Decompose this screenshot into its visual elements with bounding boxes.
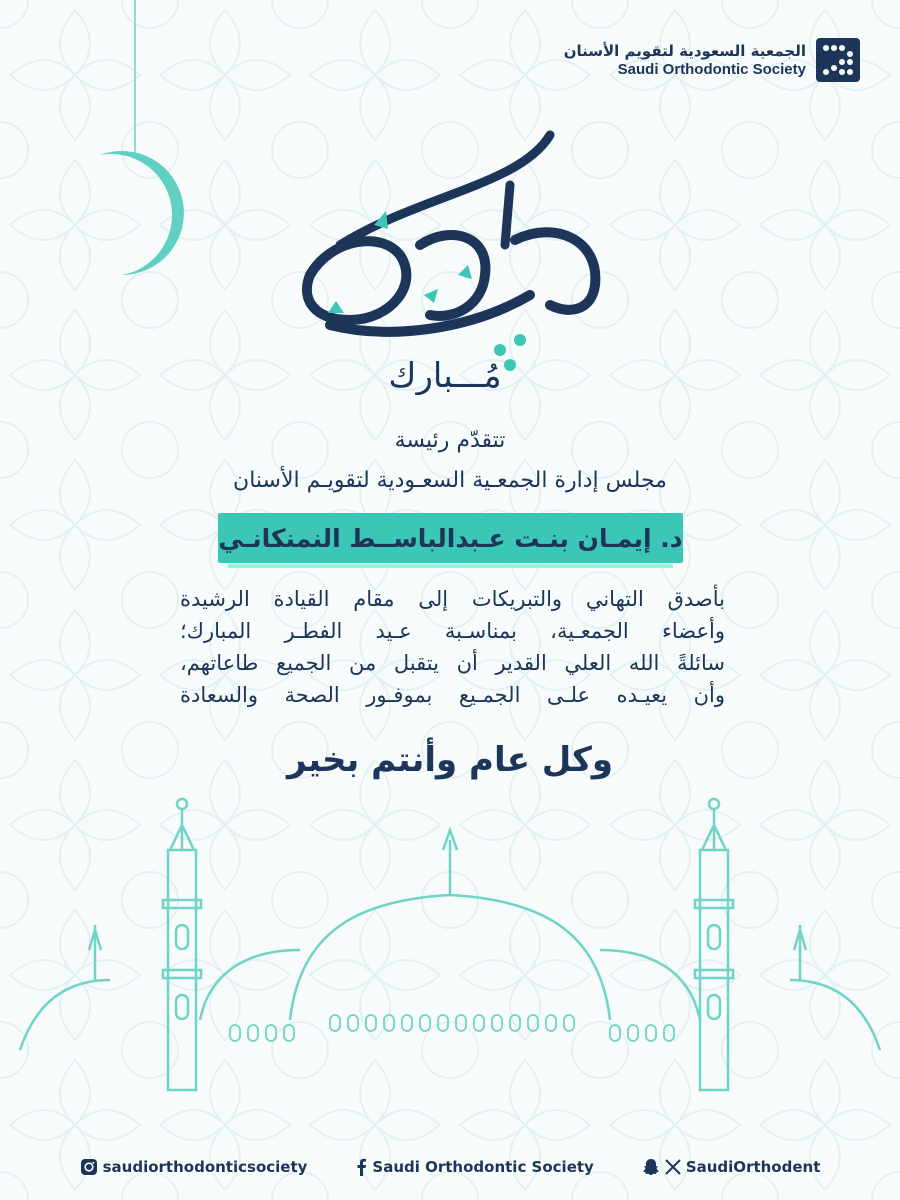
instagram-handle: saudiorthodonticsociety <box>102 1158 308 1176</box>
instagram-link[interactable] <box>80 1158 308 1176</box>
message-line: سائلةً الله العلي القدير أن يتقبل من الجميع طاعاتهم، <box>180 651 725 675</box>
footer-social-links <box>0 1158 900 1176</box>
facebook-link[interactable] <box>355 1158 593 1176</box>
greeting-message <box>180 583 725 711</box>
x-snapchat-link[interactable] <box>642 1158 821 1176</box>
mubarak-word: مُـــبارك <box>388 356 502 395</box>
facebook-handle: Saudi Orthodontic Society <box>372 1158 594 1176</box>
closing-greeting: وكل عام وأنتم بخير <box>286 740 614 780</box>
mosque-illustration <box>0 790 900 1150</box>
snapchat-icon <box>642 1158 660 1176</box>
society-logo <box>564 38 860 82</box>
crescent-moon-ornament <box>0 0 200 300</box>
facebook-icon <box>355 1158 367 1176</box>
president-name: د. إيمـان بنـت عـبدالباســط النمنكانـي <box>218 523 683 553</box>
message-line: بأصدق التهاني والتبريكات إلى مقام القيادة الرشيدة <box>180 587 725 611</box>
x-handle: SaudiOrthodent <box>685 1158 821 1176</box>
intro-line-1: تتقدّم رئيسة <box>394 428 506 453</box>
president-name-banner <box>218 513 683 563</box>
intro-line-2: مجلس إدارة الجمعـية السعـودية لتقويـم الأسنان <box>233 468 667 493</box>
eid-calligraphy <box>270 125 620 395</box>
logo-name-english: Saudi Orthodontic Society <box>617 61 806 78</box>
message-line: وأن يعيـده علـى الجمـيع بموفـور الصحة والسعادة <box>180 683 725 707</box>
message-line: وأعضاء الجمعـية، بمناسـبة عـيد الفطـر المبارك؛ <box>180 619 725 643</box>
x-icon <box>665 1159 681 1175</box>
instagram-icon <box>80 1158 98 1176</box>
logo-mark-icon <box>816 38 860 82</box>
logo-name-arabic: الجمعية السعودية لتقويم الأسنان <box>563 42 806 60</box>
